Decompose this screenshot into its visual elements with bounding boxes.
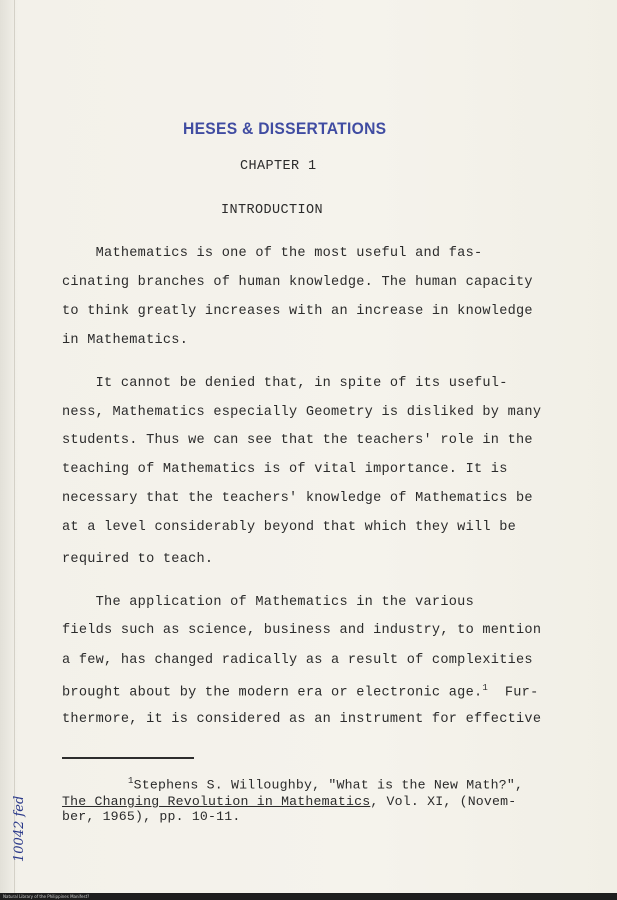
scan-footer-strip: Natural Library of the Philippines Manifest?	[0, 893, 617, 900]
footnote-citation: Stephens S. Willoughby, "What is the New Math?",	[133, 777, 524, 793]
paragraph-1-line-2: cinating branches of human knowledge. The human capacity	[62, 275, 533, 290]
library-stamp: HESES & DISSERTATIONS	[183, 119, 387, 138]
footnote-marker: 1	[128, 776, 134, 786]
handwritten-note-text: 10042 fed	[12, 795, 27, 862]
paragraph-3-line-4	[62, 683, 539, 701]
paragraph-3-line-3: a few, has changed radically as a result of complexities	[62, 653, 533, 668]
paragraph-2-line-7: required to teach.	[62, 552, 214, 567]
paragraph-1-line-3: to think greatly increases with an increase in knowledge	[62, 304, 533, 319]
paragraph-2-line-4: teaching of Mathematics is of vital importance. It is	[62, 462, 508, 477]
paragraph-2-line-6: at a level considerably beyond that which they will be	[62, 520, 517, 535]
paragraph-1-line-4: in Mathematics.	[62, 333, 189, 348]
footnote-line-1	[128, 776, 523, 792]
paragraph-3-line-5: thermore, it is considered as an instrument for effective	[62, 712, 542, 727]
footnote-line-2	[62, 794, 516, 809]
binding-edge	[14, 0, 15, 900]
paragraph-3-line-4-tail: Fur-	[488, 685, 539, 701]
paragraph-3-line-4-text: brought about by the modern era or electronic age.	[62, 685, 483, 701]
footnote-book-title: The Changing Revolution in Mathematics	[62, 794, 371, 809]
paragraph-2-line-1: It cannot be denied that, in spite of its useful-	[62, 376, 508, 391]
paragraph-2-line-2: ness, Mathematics especially Geometry is disliked by many	[62, 405, 542, 420]
paragraph-1-line-1: Mathematics is one of the most useful and fas-	[62, 246, 483, 261]
footnote-volume: , Vol. XI, (Novem-	[370, 794, 517, 809]
paragraph-3-line-1: The application of Mathematics in the various	[62, 595, 474, 610]
section-title: INTRODUCTION	[221, 203, 324, 218]
paragraph-3-line-2: fields such as science, business and industry, to mention	[62, 623, 542, 638]
footnote-reference: 1	[482, 683, 489, 693]
paragraph-2-line-3: students. Thus we can see that the teachers' role in the	[62, 433, 533, 448]
footnote-line-3: ber, 1965), pp. 10-11.	[62, 809, 241, 824]
chapter-heading: CHAPTER 1	[240, 159, 317, 174]
paragraph-2-line-5: necessary that the teachers' knowledge of Mathematics be	[62, 491, 533, 506]
footnote-separator	[62, 757, 194, 759]
